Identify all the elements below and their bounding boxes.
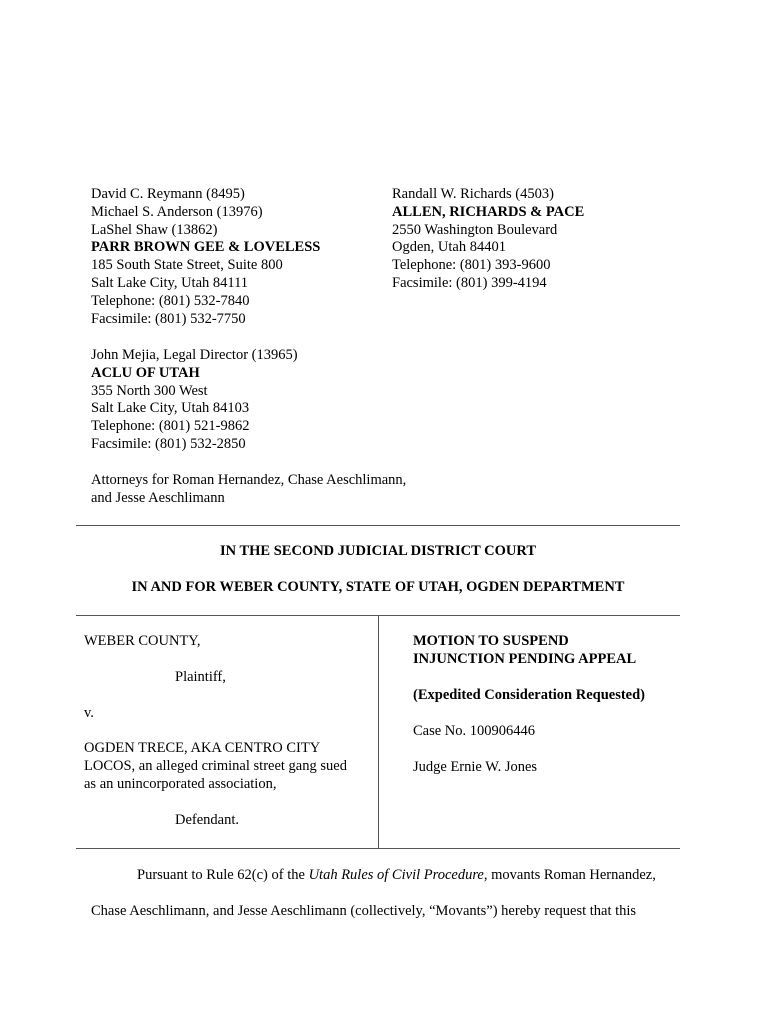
divider-top <box>76 525 680 526</box>
plaintiff-name <box>84 633 201 651</box>
plaintiff-label <box>175 669 226 687</box>
defendant-name <box>84 740 347 793</box>
rule-citation: Utah Rules of Civil Procedure <box>308 867 484 883</box>
firm-city: Salt Lake City, Utah 84103 <box>91 400 250 417</box>
motion-title-line: MOTION TO SUSPEND <box>413 633 569 649</box>
expedited-text: (Expedited Consideration Requested) <box>413 687 646 703</box>
body-text: , movants Roman Hernandez, <box>483 867 656 883</box>
defendant-line: LOCOS, an alleged criminal street gang sued <box>84 757 347 774</box>
case-number <box>413 723 535 741</box>
firm-name: ALLEN, RICHARDS & PACE <box>392 203 585 220</box>
expedited-note <box>413 687 645 705</box>
caption-bottom-rule <box>76 848 680 849</box>
versus <box>84 705 94 723</box>
firm-facsimile: Facsimile: (801) 532-7750 <box>91 310 246 327</box>
versus-text: v. <box>84 705 94 721</box>
body-text: Chase Aeschlimann, and Jesse Aeschlimann (collectively, “Movants”) hereby request that this <box>91 903 637 919</box>
firm-facsimile: Facsimile: (801) 532-2850 <box>91 435 246 452</box>
attorney-name: John Mejia, Legal Director (13965) <box>91 347 298 363</box>
firm-telephone: Telephone: (801) 521-9862 <box>91 418 250 435</box>
court-venue: IN AND FOR WEBER COUNTY, STATE OF UTAH, OGDEN DEPARTMENT <box>131 579 625 595</box>
firm-telephone: Telephone: (801) 532-7840 <box>91 292 250 309</box>
firm-telephone: Telephone: (801) 393-9600 <box>392 257 551 274</box>
attorney-name: Randall W. Richards (4503) <box>392 186 554 202</box>
attorneys-for <box>91 472 406 508</box>
defendant-label-text: Defendant. <box>175 812 240 828</box>
attorney-name: David C. Reymann (8495) <box>91 186 245 202</box>
firm-facsimile: Facsimile: (801) 399-4194 <box>392 274 547 291</box>
plaintiff-name-text: WEBER COUNTY, <box>84 633 201 649</box>
counsel-block-left <box>91 186 320 328</box>
defendant-line: OGDEN TRECE, AKA CENTRO CITY <box>84 740 321 756</box>
firm-address: 2550 Washington Boulevard <box>392 221 558 238</box>
case-number-text: Case No. 100906446 <box>413 723 536 739</box>
attorneys-for-line: Attorneys for Roman Hernandez, Chase Aeschlimann, <box>91 472 407 488</box>
attorneys-for-line: and Jesse Aeschlimann <box>91 489 225 506</box>
firm-address: 185 South State Street, Suite 800 <box>91 257 283 274</box>
motion-title <box>413 633 636 669</box>
body-paragraph-line-1 <box>137 867 656 885</box>
motion-title-line: INJUNCTION PENDING APPEAL <box>413 650 637 667</box>
caption-divider <box>378 616 379 848</box>
firm-address: 355 North 300 West <box>91 382 208 399</box>
judge-name-text: Judge Ernie W. Jones <box>413 759 538 775</box>
attorney-name: LaShel Shaw (13862) <box>91 221 218 238</box>
firm-city: Ogden, Utah 84401 <box>392 239 506 256</box>
counsel-block-right <box>392 186 584 293</box>
defendant-line: as an unincorporated association, <box>84 775 277 792</box>
counsel-block-aclu <box>91 347 298 454</box>
body-text: Pursuant to Rule 62(c) of the <box>137 867 309 883</box>
firm-city: Salt Lake City, Utah 84111 <box>91 274 249 291</box>
judge-name <box>413 759 537 777</box>
court-name: IN THE SECOND JUDICIAL DISTRICT COURT <box>219 543 537 559</box>
plaintiff-label-text: Plaintiff, <box>175 669 226 685</box>
attorney-name: Michael S. Anderson (13976) <box>91 203 263 220</box>
firm-name: PARR BROWN GEE & LOVELESS <box>91 239 321 256</box>
defendant-label <box>175 812 239 830</box>
body-paragraph-line-2 <box>91 903 636 921</box>
firm-name: ACLU OF UTAH <box>91 364 200 381</box>
